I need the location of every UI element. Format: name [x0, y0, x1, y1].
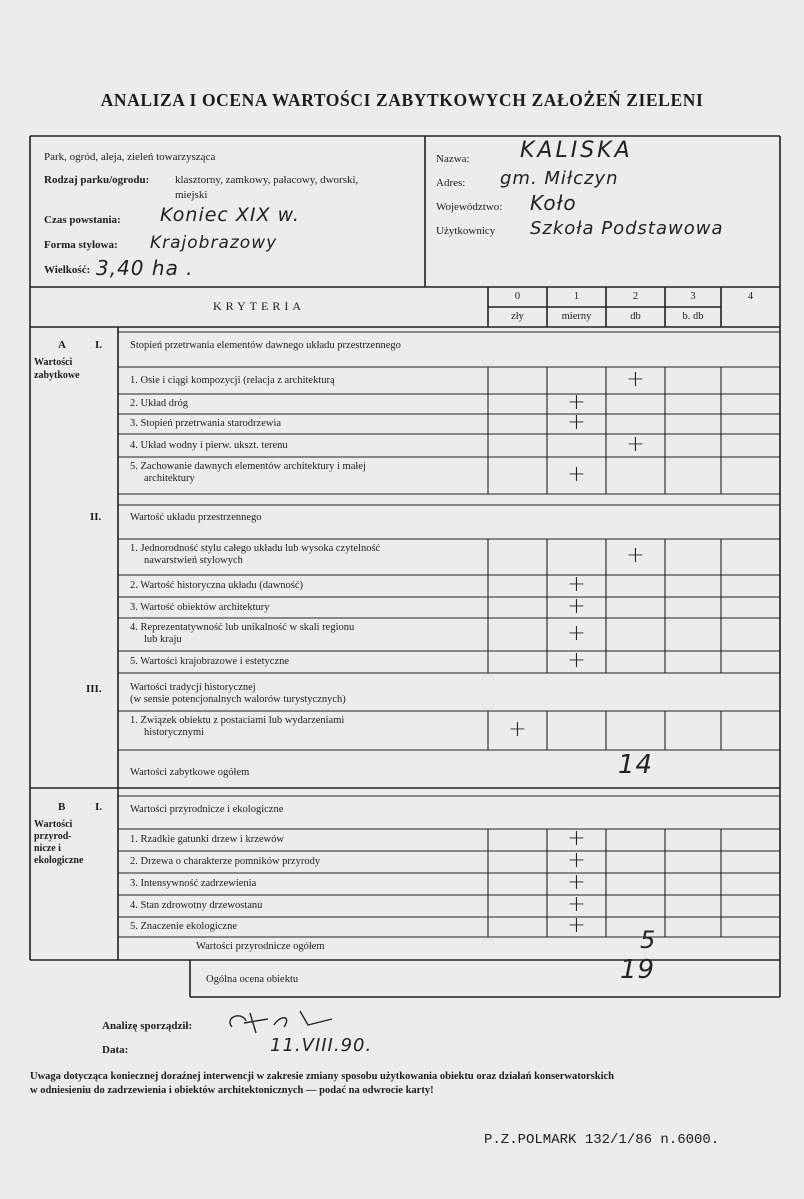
print-code: P.Z.POLMARK 132/1/86 n.6000.	[484, 1132, 720, 1148]
wielkosc-label: Wielkość:	[44, 264, 91, 276]
score-mark-group2-1: +	[626, 543, 645, 568]
criterion-group4-3: 3. Intensywność zadrzewienia	[130, 878, 257, 889]
group1-title: Stopień przetrwania elementów dawnego układu przestrzennego	[130, 340, 401, 351]
rodzaj-options: klasztorny, zamkowy, pałacowy, dworski,	[175, 174, 359, 186]
criterion-group1-1: 1. Osie i ciągi kompozycji (relacja z architekturą	[130, 374, 335, 386]
criterion-group1-3: 3. Stopień przetrwania starodrzewia	[130, 418, 282, 429]
signature-scribble	[222, 1005, 352, 1035]
section-b-name-4: ekologiczne	[34, 855, 84, 866]
nazwa-value: KALISKA	[520, 138, 633, 163]
score-mark-group4-4: +	[567, 892, 586, 917]
group2-title: Wartość układu przestrzennego	[130, 512, 262, 523]
score-mark-group1-5: +	[567, 461, 586, 487]
criterion-group2-3: 3. Wartość obiektów architektury	[130, 601, 270, 613]
overall-value: 19	[620, 955, 656, 985]
criterion-group2-2: 2. Wartość historyczna układu (dawność)	[130, 580, 304, 591]
adres-label: Adres:	[436, 177, 466, 189]
rodzaj-label: Rodzaj parku/ogrodu:	[44, 174, 150, 186]
wojewodztwo-label: Województwo:	[436, 201, 503, 213]
criterion-group2-5: 5. Wartości krajobrazowe i estetyczne	[130, 656, 290, 667]
section-b-code: B	[58, 801, 66, 813]
uzytkownicy-value: Szkoła Podstawowa	[530, 218, 724, 239]
score-mark-group1-4: +	[626, 431, 645, 457]
score-label-0: zły	[511, 311, 524, 322]
data-label: Data:	[102, 1044, 129, 1056]
section-b-name-3: nicze i	[34, 843, 61, 854]
group2-roman: II.	[90, 511, 102, 523]
section-b-roman: I.	[95, 801, 103, 813]
group4-title: Wartości przyrodnicze i ekologiczne	[130, 804, 284, 815]
score-number-4: 4	[747, 291, 754, 302]
note-line-1: Uwaga dotycząca koniecznej doraźnej interwencji w zakresie zmiany sposobu użytkowania obiektu oraz działań konserwatorskich	[30, 1071, 614, 1082]
criterion-group4-2: 2. Drzewa o charakterze pomników przyrody	[130, 856, 321, 867]
score-mark-group4-2: +	[567, 848, 586, 873]
overall-label: Ogólna ocena obiektu	[206, 974, 299, 985]
nazwa-label: Nazwa:	[436, 153, 470, 165]
sum-b-value: 5	[640, 926, 657, 954]
section-a-name: Wartości	[34, 357, 73, 368]
forma-value: Krajobrazowy	[150, 233, 278, 253]
criterion-group3-1-cont: historycznymi	[144, 727, 205, 738]
score-mark-group2-5: +	[567, 648, 586, 673]
criterion-group1-4: 4. Układ wodny i pierw. ukszt. terenu	[130, 439, 288, 451]
park-type-line: Park, ogród, aleja, zieleń towarzysząca	[44, 151, 216, 163]
czas-label: Czas powstania:	[44, 214, 121, 226]
score-label-3: b. db	[682, 311, 704, 322]
criterion-group2-1-cont: nawarstwień stylowych	[144, 555, 243, 566]
forma-label: Forma stylowa:	[44, 239, 118, 251]
criterion-group1-5: 5. Zachowanie dawnych elementów architektury i małej	[130, 461, 366, 472]
criterion-group4-1: 1. Rzadkie gatunki drzew i krzewów	[130, 834, 284, 845]
score-number-0: 0	[514, 291, 521, 302]
section-a-code: A	[58, 339, 66, 351]
score-mark-group4-3: +	[567, 870, 586, 895]
score-mark-group4-1: +	[567, 826, 586, 851]
group3-subtitle: (w sensie potencjonalnych walorów turystycznych)	[130, 694, 346, 705]
criterion-group2-4: 4. Reprezentatywność lub unikalność w skali regionu	[130, 622, 355, 633]
criterion-group2-1: 1. Jednorodność stylu całego układu lub wysoka czytelność	[130, 543, 381, 554]
criterion-group2-4-cont: lub kraju	[144, 634, 182, 645]
score-mark-group2-4: +	[567, 620, 586, 646]
czas-value: Koniec XIX w.	[160, 204, 300, 226]
sum-a-value: 14	[618, 750, 654, 780]
score-mark-group1-1: +	[626, 366, 645, 392]
wielkosc-value: 3,40 ha .	[96, 256, 194, 280]
score-number-1: 1	[573, 291, 580, 302]
sum-b-label: Wartości przyrodnicze ogółem	[196, 941, 325, 952]
group3-roman: III.	[86, 683, 102, 695]
uzytkownicy-label: Użytkownicy	[436, 225, 496, 237]
kryteria-heading: KRYTERIA	[213, 299, 305, 313]
section-a-roman: I.	[95, 339, 103, 351]
form-title: ANALIZA I OCENA WARTOŚCI ZABYTKOWYCH ZAŁOŻEŃ ZIELENI	[100, 90, 704, 110]
section-a-name-2: zabytkowe	[34, 370, 80, 381]
criterion-group4-4: 4. Stan zdrowotny drzewostanu	[130, 900, 263, 911]
group3-title: Wartości tradycji historycznej	[130, 682, 256, 693]
adres-value: gm. Miłczyn	[500, 168, 619, 189]
score-mark-group1-2: +	[567, 390, 586, 415]
score-mark-group2-2: +	[567, 572, 586, 597]
sum-a-label: Wartości zabytkowe ogółem	[130, 767, 250, 778]
score-label-1: mierny	[561, 311, 592, 322]
score-mark-group3-1: +	[508, 716, 527, 742]
score-number-2: 2	[632, 291, 639, 302]
criterion-group1-2: 2. Układ dróg	[130, 398, 189, 409]
section-b-name-2: przyrod-	[34, 831, 72, 842]
note-line-2: w odniesieniu do zadrzewienia i obiektów architektonicznych — podać na odwrocie karty!	[30, 1085, 434, 1096]
score-mark-group4-5: +	[567, 913, 586, 938]
score-number-3: 3	[690, 291, 696, 302]
data-value: 11.VIII.90.	[270, 1035, 373, 1056]
wojewodztwo-value: Koło	[530, 191, 577, 215]
score-mark-group1-3: +	[567, 410, 586, 435]
criterion-group3-1: 1. Związek obiektu z postaciami lub wydarzeniami	[130, 715, 345, 726]
score-mark-group2-3: +	[567, 593, 586, 619]
section-b-name: Wartości	[34, 819, 73, 830]
criterion-group1-5-cont: architektury	[144, 473, 195, 484]
score-label-2: db	[630, 311, 641, 322]
rodzaj-options-2: miejski	[175, 189, 208, 201]
analiza-label: Analizę sporządził:	[102, 1020, 193, 1032]
criterion-group4-5: 5. Znaczenie ekologiczne	[130, 921, 237, 932]
